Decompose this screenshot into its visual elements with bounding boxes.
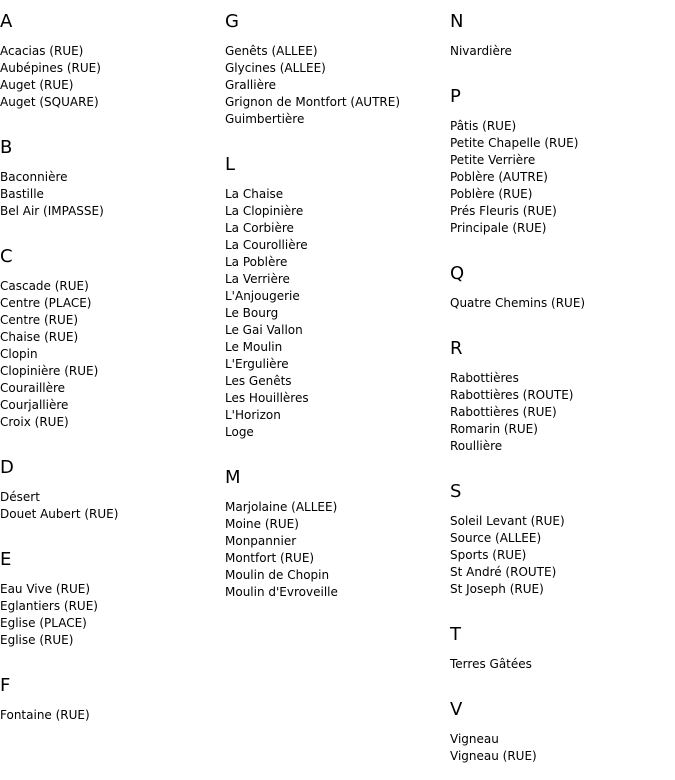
section-letter-heading: E xyxy=(0,549,12,570)
street-name: Rabottières xyxy=(450,371,519,385)
street-name: Montfort (RUE) xyxy=(225,551,315,565)
letter-section xyxy=(0,456,225,538)
street-list xyxy=(450,731,675,765)
street-name: La Verrière xyxy=(225,272,290,286)
street-list xyxy=(0,707,225,724)
street-name: L'Ergulière xyxy=(225,357,289,371)
street-name: Nivardière xyxy=(450,44,512,58)
street-name: Rabottières (RUE) xyxy=(450,405,557,419)
letter-section xyxy=(225,466,450,616)
street-name: Le Gai Vallon xyxy=(225,323,303,337)
street-name: L'Horizon xyxy=(225,408,281,422)
street-list xyxy=(450,295,675,312)
street-name: Poblère (AUTRE) xyxy=(450,170,548,184)
letter-section xyxy=(450,262,675,327)
section-letter-heading: G xyxy=(225,11,239,32)
street-name: Le Moulin xyxy=(225,340,283,354)
street-name: Roullière xyxy=(450,439,503,453)
street-name: Aubépines (RUE) xyxy=(0,61,101,75)
street-name: Croix (RUE) xyxy=(0,415,69,429)
street-name: Source (ALLEE) xyxy=(450,531,542,545)
street-name: Douet Aubert (RUE) xyxy=(0,507,119,521)
street-list xyxy=(0,43,225,111)
street-name: Eau Vive (RUE) xyxy=(0,582,90,596)
street-name: St André (ROUTE) xyxy=(450,565,557,579)
street-name: Fontaine (RUE) xyxy=(0,708,90,722)
street-list xyxy=(450,43,675,60)
street-name: Petite Chapelle (RUE) xyxy=(450,136,579,150)
street-name: Poblère (RUE) xyxy=(450,187,533,201)
street-name: Clopinière (RUE) xyxy=(0,364,99,378)
street-name: Moulin d'Evroveille xyxy=(225,585,338,599)
street-name: Centre (RUE) xyxy=(0,313,79,327)
street-name: Quatre Chemins (RUE) xyxy=(450,296,586,310)
street-name: Prés Fleuris (RUE) xyxy=(450,204,557,218)
street-list xyxy=(450,370,675,455)
street-list xyxy=(450,118,675,237)
street-name: Principale (RUE) xyxy=(450,221,547,235)
section-letter-heading: N xyxy=(450,11,464,32)
street-index-column-1 xyxy=(0,0,225,739)
street-name: La Courollière xyxy=(225,238,308,252)
street-name: Soleil Levant (RUE) xyxy=(450,514,565,528)
section-letter-heading: R xyxy=(450,338,463,359)
street-name: La Chaise xyxy=(225,187,284,201)
street-name: Couraillère xyxy=(0,381,66,395)
section-letter-heading: T xyxy=(450,624,461,645)
street-name: Genêts (ALLEE) xyxy=(225,44,318,58)
street-name: Grignon de Montfort (AUTRE) xyxy=(225,95,400,109)
letter-section xyxy=(450,480,675,613)
street-name: La Clopinière xyxy=(225,204,304,218)
street-index-column-2 xyxy=(225,0,450,616)
street-index-column-3 xyxy=(450,0,675,780)
street-name: La Corbière xyxy=(225,221,294,235)
street-name: Vigneau (RUE) xyxy=(450,749,537,763)
street-name: Cascade (RUE) xyxy=(0,279,89,293)
street-name: Les Houillères xyxy=(225,391,309,405)
section-letter-heading: B xyxy=(0,137,13,158)
section-letter-heading: M xyxy=(225,467,241,488)
street-name: Chaise (RUE) xyxy=(0,330,79,344)
letter-section xyxy=(0,245,225,446)
letter-section xyxy=(0,548,225,664)
street-name: Moulin de Chopin xyxy=(225,568,330,582)
street-name: Eglise (RUE) xyxy=(0,633,74,647)
street-name: Acacias (RUE) xyxy=(0,44,84,58)
street-list xyxy=(450,656,675,673)
street-name: Auget (SQUARE) xyxy=(0,95,99,109)
section-letter-heading: S xyxy=(450,481,462,502)
street-name: Rabottières (ROUTE) xyxy=(450,388,574,402)
street-list xyxy=(0,278,225,431)
letter-section xyxy=(450,10,675,75)
street-list xyxy=(0,169,225,220)
street-name: Bel Air (IMPASSE) xyxy=(0,204,104,218)
letter-section xyxy=(450,337,675,470)
street-name: Auget (RUE) xyxy=(0,78,74,92)
street-name: St Joseph (RUE) xyxy=(450,582,544,596)
street-name: Loge xyxy=(225,425,254,439)
street-list xyxy=(450,513,675,598)
letter-section xyxy=(0,10,225,126)
section-letter-heading: P xyxy=(450,86,461,107)
street-name: Eglantiers (RUE) xyxy=(0,599,98,613)
section-letter-heading: A xyxy=(0,11,13,32)
section-letter-heading: L xyxy=(225,154,236,175)
street-list xyxy=(0,581,225,649)
street-name: Centre (PLACE) xyxy=(0,296,92,310)
street-name: Marjolaine (ALLEE) xyxy=(225,500,338,514)
street-name: Glycines (ALLEE) xyxy=(225,61,326,75)
street-name: Grallière xyxy=(225,78,277,92)
letter-section xyxy=(450,623,675,688)
street-list xyxy=(225,43,450,128)
section-letter-heading: F xyxy=(0,675,11,696)
street-name: L'Anjougerie xyxy=(225,289,300,303)
section-letter-heading: Q xyxy=(450,263,465,284)
street-name: Romarin (RUE) xyxy=(450,422,538,436)
street-name: Moine (RUE) xyxy=(225,517,299,531)
street-list xyxy=(0,489,225,523)
letter-section xyxy=(0,674,225,739)
section-letter-heading: D xyxy=(0,457,14,478)
street-name: Le Bourg xyxy=(225,306,279,320)
letter-section xyxy=(0,136,225,235)
street-list xyxy=(225,499,450,601)
letter-section xyxy=(225,10,450,143)
street-name: Guimbertière xyxy=(225,112,305,126)
street-name: Désert xyxy=(0,490,40,504)
street-name: Clopin xyxy=(0,347,38,361)
street-name: Baconnière xyxy=(0,170,68,184)
street-name: Les Genêts xyxy=(225,374,292,388)
letter-section xyxy=(225,153,450,456)
street-list xyxy=(225,186,450,441)
street-name: Courjallière xyxy=(0,398,69,412)
street-name: Monpannier xyxy=(225,534,297,548)
street-name: Vigneau xyxy=(450,732,499,746)
letter-section xyxy=(450,85,675,252)
street-name: Sports (RUE) xyxy=(450,548,527,562)
street-name: Terres Gâtées xyxy=(450,657,532,671)
street-name: Pâtis (RUE) xyxy=(450,119,517,133)
section-letter-heading: V xyxy=(450,699,463,720)
section-letter-heading: C xyxy=(0,246,13,267)
street-name: Petite Verrière xyxy=(450,153,536,167)
street-name: La Poblère xyxy=(225,255,288,269)
street-name: Eglise (PLACE) xyxy=(0,616,87,630)
street-name: Bastille xyxy=(0,187,44,201)
